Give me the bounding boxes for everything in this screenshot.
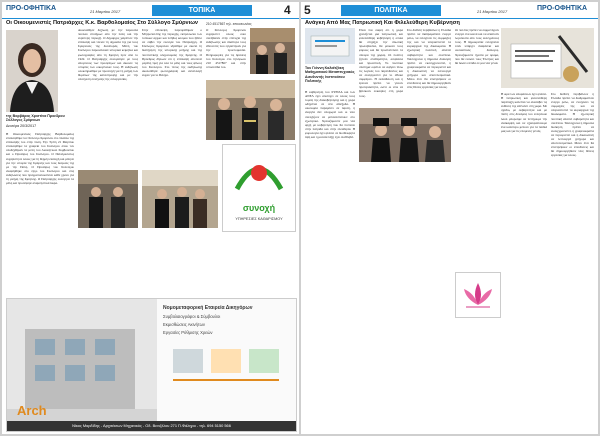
- synoxi-tagline: ΥΠΗΡΕΣΙΕΣ ΚΑΘΑΡΙΣΜΟΥ: [235, 217, 283, 221]
- article-column-6: Στο διεθνές περιβάλλον η Ελλάδα πρέπει να διαδραματίσει ενεργό ρόλο, να ενισχύσει τις συμμαχίες της και να υπερασπιστεί τα κυριαρχικά της δικαιώματα. Η εξωτερική πολιτική απαιτεί σοβαρότητα και συνέπεια. Ταυτόχρονα η δημόσια διοίκηση πρέπει να εκσυγχρονιστεί, η γραφειοκρατία να περιοριστεί και η δικαιοσύνη να λειτουργεί γρήγορα και αποτελεσματικά. Μόνο έτσι θα επιστρέψουν οι επενδύσεις και θα δημιουργηθούν νέες θέσεις εργασίας για όλους.: [551, 92, 594, 158]
- contact-line: 210 4517867 τηλ. επικοινωνίας: [206, 22, 252, 26]
- clergy-photo: [359, 108, 451, 162]
- issue-date: 21 Μαρτίου 2017: [477, 9, 508, 14]
- article-column-1: Η Οικουμενικός Πατριάρχης Βαρθολομαίος επισκέφθηκε τον Σύλλογο Σμυρνιών στο πλαίσιο της επίσκεψής του στην πόλη. Την Τρίτη 21 Μαρτίου επισκέφθηκε τα γραφεία του Συλλόγου όπου τον υποδέχθηκαν τα μέλη του Διοικητικού Συμβουλίου και ο Πρόεδρος του Συλλόγου. Ο Παναγιώτατος ευχαρίστησε όλους για τη θερμή υποδοχή και μίλησε για την ιστορία της Σμύρνης και τους δεσμούς της με την Πόλη. Ο Πρόεδρος του Συλλόγου αναφέρθηκε στο έργο του Συλλόγου και στις εκδηλώσεις που πραγματοποιούνται κάθε χρόνο για τη μνήμη της Σμύρνης. Ο Πατριάρχης ευλόγησε τα μέλη και προσέφερε αναμνηστικά δώρα.: [6, 132, 74, 186]
- ad-service-line-2: Συμβολαιογράφοι & Σύμβουλοι: [163, 314, 221, 319]
- page-right: [301, 2, 598, 434]
- synoxi-logo-icon: [223, 145, 295, 203]
- ad-synoxi: [222, 144, 296, 232]
- lotus-emblem: [455, 272, 501, 318]
- ad-notary: [6, 298, 297, 432]
- masthead-logo: ΠΡΟ-ΟΦΗΤΙΚΑ: [6, 5, 57, 12]
- top-right-photo: [501, 28, 594, 88]
- lotus-icon: [456, 273, 500, 317]
- ad-icons-row: [167, 339, 287, 411]
- synoxi-brand: συνοχή: [242, 203, 276, 213]
- article-column-4: Ο Σύλλογος Σμυρνιών ευχαριστεί όλους όσοι συνέβαλαν στην επιτυχία της εκδήλωσης και ιδιαίτερα τους εθελοντές που εργάστηκαν για την προετοιμασία. Πληροφορίες για τις δράσεις του Συλλόγου στο τηλέφωνο 210 4517867 και στην ιστοσελίδα του.: [206, 28, 246, 69]
- section-label: ΠΟΛΙΤΙΚΑ: [341, 5, 441, 16]
- article-column-5: Η ώρα των αποφάσεων έχει φτάσει. Η πατριωτική και φιλελεύθερη παράταξη καλείται να αναλάβει τις ευθύνες της απέναντι στη χώρα. Με σχέδιο, με σοβαρότητα και με πίστη στις δυνάμεις του ελληνικού λαού μπορούμε να πετύχουμε την ανάκαμψη και να εξασφαλίσουμε ένα καλύτερο μέλλον για τα παιδιά μας και για τις επόμενες γενιές.: [501, 92, 547, 133]
- event-photo-3: [142, 170, 218, 228]
- ad-services-list: [163, 305, 291, 335]
- page-left: [2, 2, 299, 434]
- event-photo-1: [250, 28, 295, 74]
- masthead-logo: ΠΡΟ-ΟΦΗΤΙΚΑ: [537, 5, 588, 12]
- event-photo-4: [78, 170, 138, 228]
- article-headline: Οι Οικουμενιστές Πατριάρχες Κ.κ. Βαρθολομαίος Στο Σύλλογο Σμύρνιων: [6, 20, 199, 26]
- article-headline: Ανάγκη Από Μας Πατριωτική Και Φιλελεύθερη Κυβέρνηση: [305, 20, 460, 26]
- page-number: 4: [284, 3, 291, 17]
- ad-service-line-4: Εργασίες Ρύθμισης Χρεών: [163, 330, 213, 335]
- article-column-4: Οι πολίτες πρέπει να συμμετέχουν ενεργά στα κοινά και να απαιτούν λογοδοσία από τους εκλεγμένους τους. Η δημοκρατία ενισχύεται όταν υπάρχει διαφάνεια και ουσιαστικός διάλογος. Χρειαζόμαστε ηγεσία με όραμα, που θα ενώσει τους Έλληνες και θα δώσει ελπίδα σε μια νέα γενιά.: [455, 28, 499, 65]
- ad-brand: Arch: [17, 403, 47, 418]
- author-portrait: [6, 30, 58, 112]
- article-column-1: Η κυβέρνηση του ΣΥΡΙΖΑ και των ΑΝΕΛ έχει αποτύχει σε όλους τους τομείς της διακυβέρνησης και η χώρα οδηγείται σε νέα αδιέξοδα. Η οικονομία παραμένει σε ύφεση, η ανεργία δεν υποχωρεί και οι νέοι συνεχίζουν να μεταναστεύουν στο εξωτερικό. Χρειαζόμαστε μια νέα αρχή με κυβέρνηση που θα πιστεύει στην πατρίδα και στην ελευθερία. Η φορολογία έχει φτάσει σε δυσθεώρητα ύψη και η μεσαία τάξη έχει συνθλιβεί.: [305, 90, 355, 140]
- article-column-2: Ακολούθησε δεξίωση με την παρουσία πολλών επισήμων από την πόλη και την ευρύτερη περιοχή. Ο Δήμαρχος χαιρέτισε την επίσκεψη και τόνισε τη σημασία της για τους Σμυρνιούς της διασποράς. Μέλη του Συλλόγου παρουσίασαν ιστορικά κειμήλια και φωτογραφίες από τη Σμύρνη πριν από το 1922. Ο Πατριάρχης συνομίλησε με τους απογόνους των προσφύγων και άκουσε τις ιστορίες των οικογενειών τους. Η εκδήλωση ολοκληρώθηκε με προσευχή για τη μνήμη των θυμάτων της καταστροφής και με την υπόσχεση συνέχισης της συνεργασίας.: [78, 28, 138, 82]
- ad-service-line-3: Εκμισθώσεις Ακινήτων: [163, 322, 205, 327]
- article-column-3: Στο διεθνές περιβάλλον η Ελλάδα πρέπει να διαδραματίσει ενεργό ρόλο, να ενισχύσει τις συμμαχίες της και να υπερασπιστεί τα κυριαρχικά της δικαιώματα. Η εξωτερική πολιτική απαιτεί σοβαρότητα και συνέπεια. Ταυτόχρονα η δημόσια διοίκηση πρέπει να εκσυγχρονιστεί, η γραφειοκρατία να περιοριστεί και η δικαιοσύνη να λειτουργεί γρήγορα και αποτελεσματικά. Μόνο έτσι θα επιστρέψουν οι επενδύσεις και θα δημιουργηθούν νέες θέσεις εργασίας για όλους.: [407, 28, 451, 90]
- issue-date: 21 Μαρτίου 2017: [90, 9, 121, 14]
- event-date: Δευτέρα 20/3/2017: [6, 124, 37, 128]
- ad-service-line-1: Νομομεταφορική Εταιρεία Δικηγόρων: [163, 305, 253, 311]
- section-label: ΤΟΠΙΚΑ: [152, 5, 252, 16]
- article-column-2: Είναι πια σαφές ότι η χώρα χρειάζεται μια πατριωτική και φιλελεύθερη κυβέρνηση η οποία θα στηρίξει την ιδιωτική πρωτοβουλία, θα μειώσει τους φόρους και θα προστατεύσει τα σύνορα της χώρας. Οι πολίτες ζητούν σταθερότητα, ασφάλεια και προοπτική. Το πολιτικό σύστημα οφείλει να αφήσει πίσω τις λογικές του παρελθόντος και να συνεργαστεί για το εθνικό συμφέρον. Η εκπαίδευση και η έρευνα πρέπει να γίνουν προτεραιότητα, ώστε οι νέοι να βρίσκουν ευκαιρίες στη χώρα τους.: [359, 28, 403, 98]
- portrait-caption: της Βαρβάρας Χριστίνα Προεδρου Σύλλογος Σμύρνιων: [6, 114, 65, 123]
- article-illustration: [305, 28, 355, 64]
- ad-footer: Νίκος Μαρδίδης - Αρχιτέκτων Μηχανικός - Οδ. Βενιζέλου 271 Π.Φάληρο - τηλ. 694 5150 566: [7, 421, 296, 431]
- author-caption: Του Γιάννη Καλαϊτζάκη Μαθηματικού Μεταπτυχιακός Διευθυντής Ινστιτούτου Πολιτικής: [305, 66, 355, 84]
- page-number: 5: [304, 3, 311, 17]
- event-photo-2: [206, 80, 295, 140]
- newspaper-spread: [2, 2, 598, 434]
- article-column-3: Στην επίσκεψη παρευρέθηκαν ο Μητροπολίτης της περιοχής, εκπρόσωποι των τοπικών αρχών και πλήθος κόσμου που ήθελε να λάβει την ευλογία του Πατριάρχη. Ο Σύλλογος Σμυρνιών ιδρύθηκε με σκοπό τη διατήρηση της ιστορικής μνήμης και της πολιτιστικής κληρονομιάς της Σμύρνης. Ο Πρόεδρος δήλωσε ότι η επίσκεψη αποτελεί μεγάλη τιμή για όλα τα μέλη και τους φίλους του Συλλόγου. Στο τέλος της εκδήλωσης ακολούθησε φωτογράφιση και ανταλλαγή ευχών για το Πάσχα.: [142, 28, 202, 78]
- header-rule: [2, 18, 299, 19]
- header-rule: [301, 18, 598, 19]
